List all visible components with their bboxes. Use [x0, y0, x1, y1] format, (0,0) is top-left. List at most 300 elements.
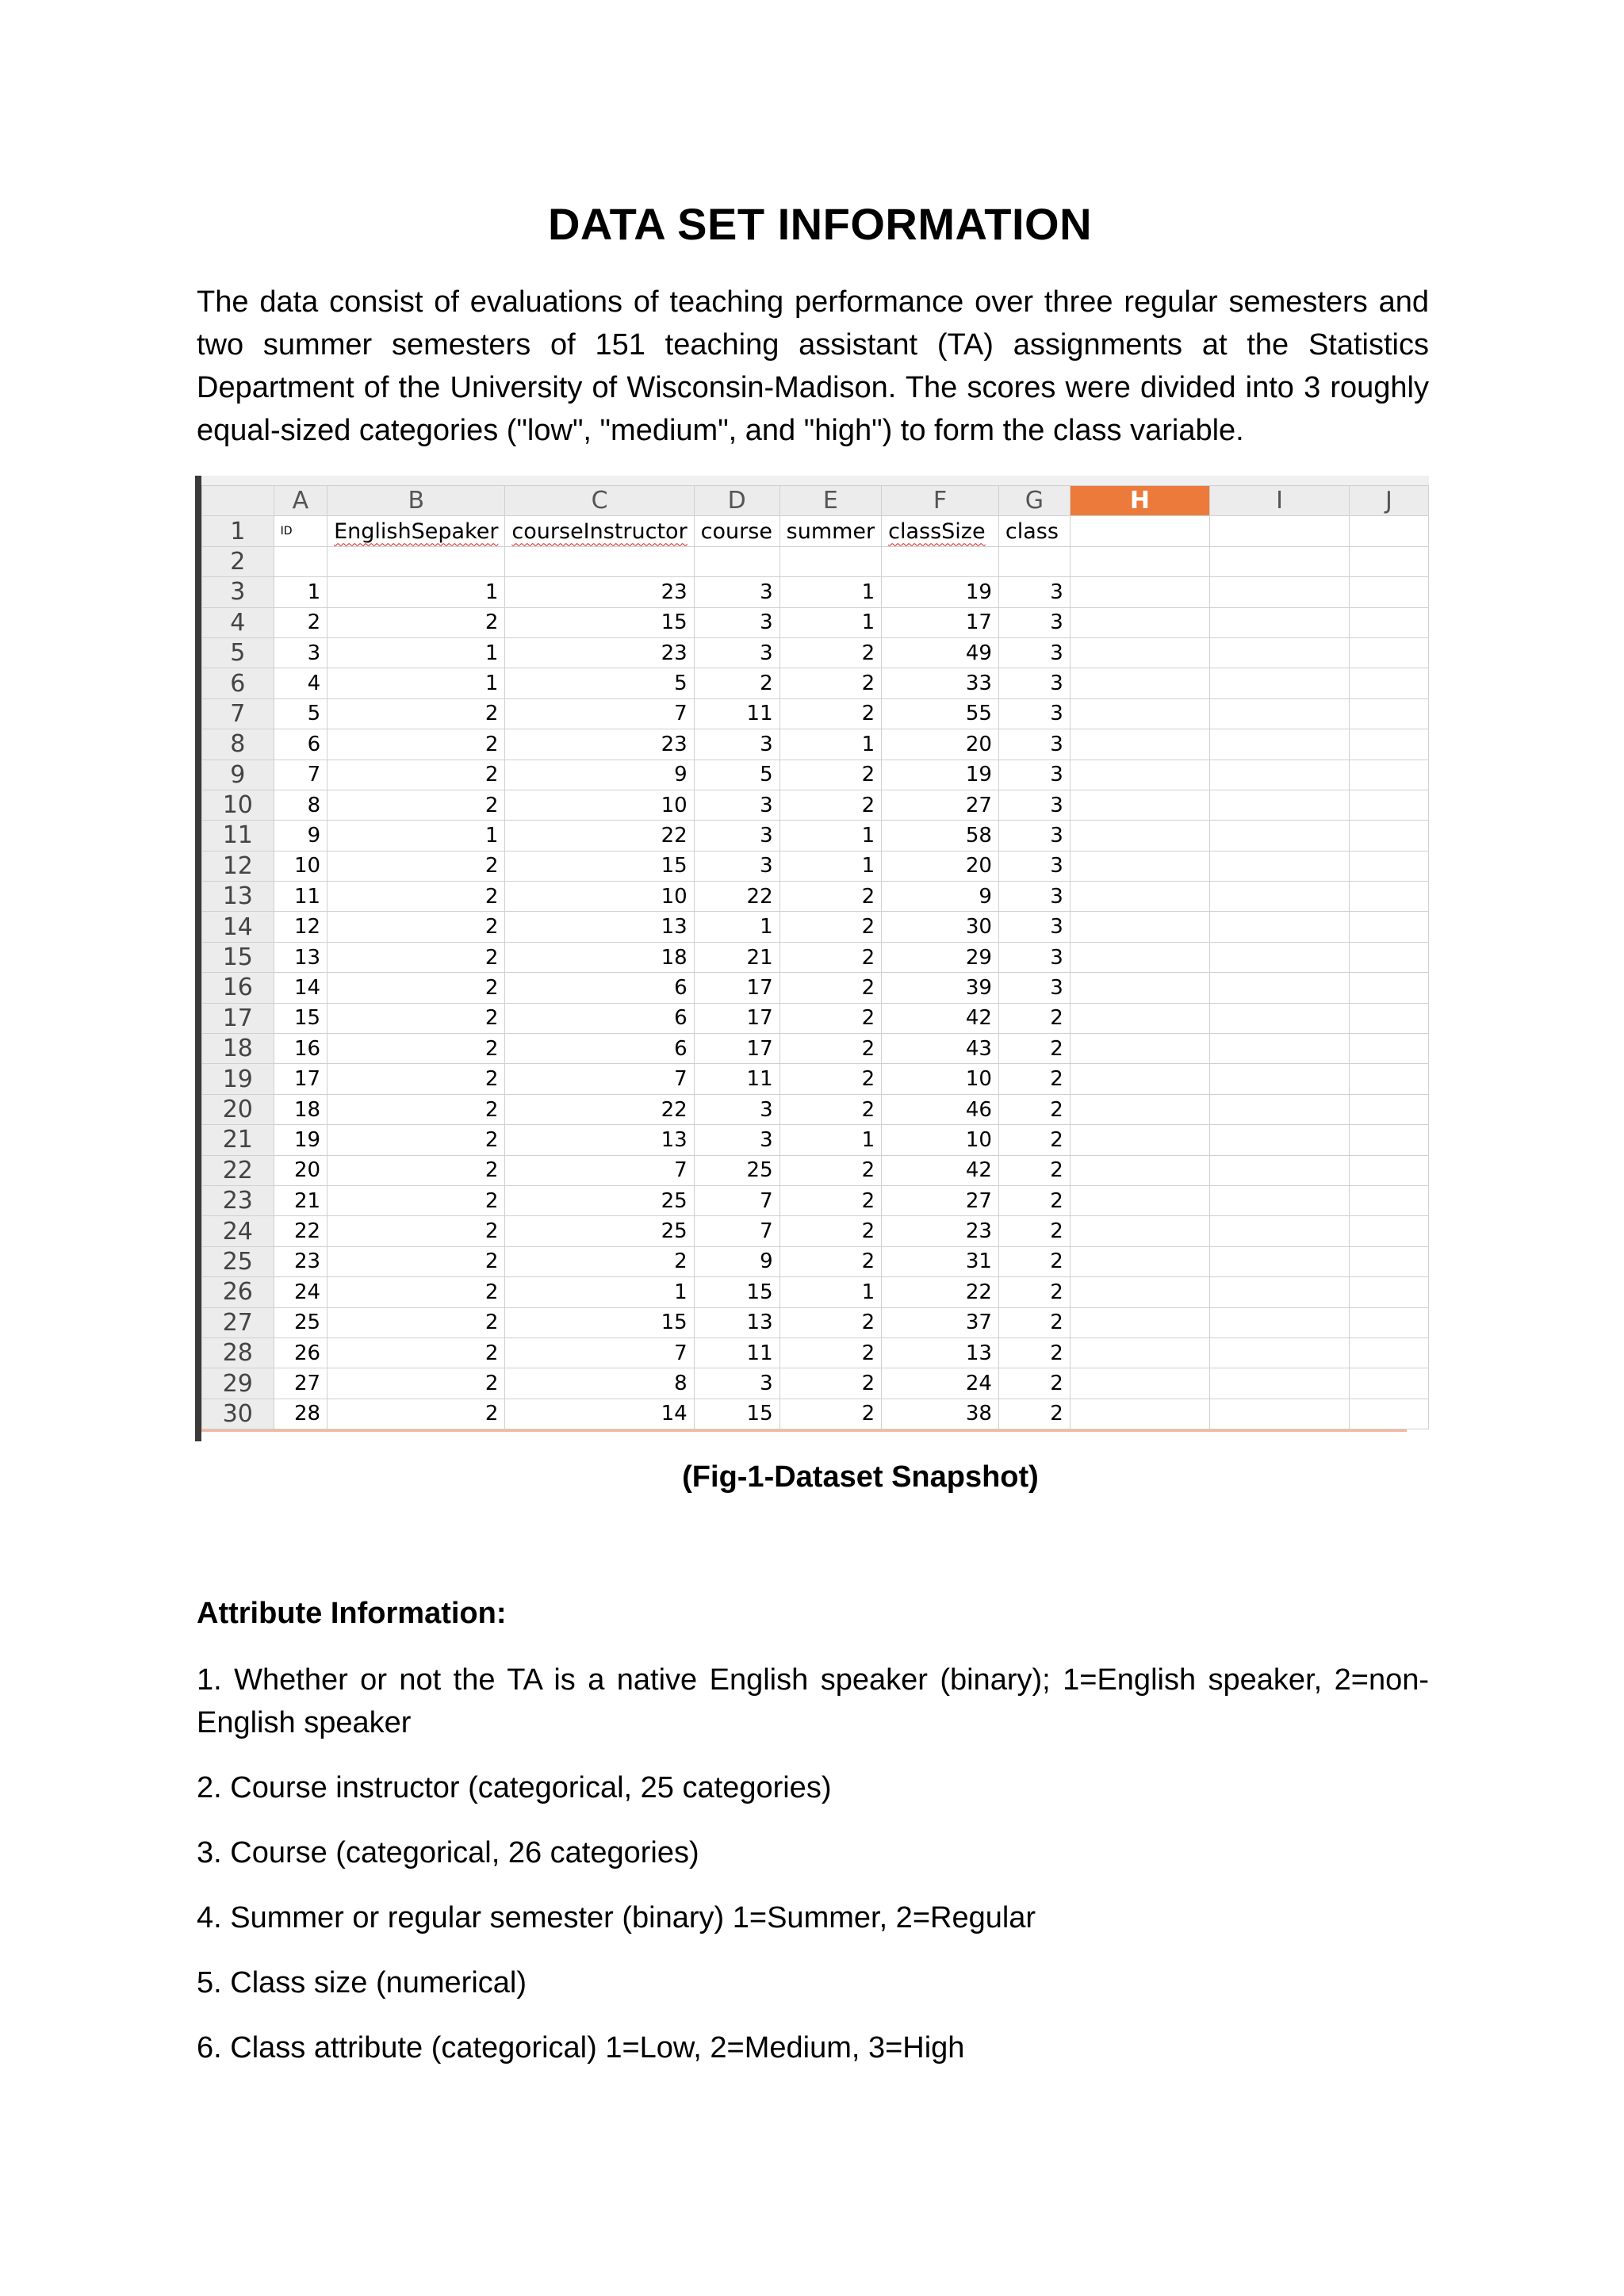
table-cell[interactable]: EnglishSepaker [327, 516, 505, 546]
table-cell[interactable] [1070, 668, 1209, 698]
table-cell[interactable]: 13 [882, 1337, 999, 1368]
table-cell[interactable] [1210, 821, 1350, 851]
table-cell[interactable] [1349, 1216, 1428, 1246]
table-cell[interactable]: 9 [694, 1246, 779, 1276]
table-cell[interactable]: 23 [505, 729, 694, 760]
table-cell[interactable]: 1 [779, 729, 882, 760]
table-cell[interactable]: 2 [998, 1064, 1070, 1094]
table-cell[interactable] [1349, 577, 1428, 607]
table-cell[interactable]: 11 [274, 882, 327, 912]
table-cell[interactable]: 17 [694, 1003, 779, 1033]
table-cell[interactable] [1210, 1337, 1350, 1368]
table-cell[interactable]: 1 [779, 607, 882, 637]
table-cell[interactable] [1070, 912, 1209, 942]
table-cell[interactable]: 20 [882, 729, 999, 760]
table-cell[interactable]: 2 [779, 1399, 882, 1429]
table-cell[interactable] [1349, 1003, 1428, 1033]
row-header[interactable]: 14 [202, 912, 274, 942]
table-cell[interactable] [694, 546, 779, 576]
table-cell[interactable] [1349, 790, 1428, 820]
table-cell[interactable] [1210, 790, 1350, 820]
table-cell[interactable]: 1 [779, 577, 882, 607]
table-cell[interactable] [1349, 942, 1428, 972]
table-cell[interactable]: class [998, 516, 1070, 546]
table-cell[interactable] [1349, 1399, 1428, 1429]
table-cell[interactable]: 1 [779, 851, 882, 881]
table-cell[interactable] [1210, 516, 1350, 546]
row-header[interactable]: 5 [202, 637, 274, 668]
table-cell[interactable]: 1 [274, 577, 327, 607]
table-cell[interactable]: 9 [882, 882, 999, 912]
table-cell[interactable]: 3 [998, 851, 1070, 881]
table-cell[interactable]: 7 [694, 1216, 779, 1246]
table-cell[interactable]: 2 [694, 668, 779, 698]
table-cell[interactable]: 42 [882, 1003, 999, 1033]
table-cell[interactable] [1070, 1399, 1209, 1429]
table-cell[interactable] [1070, 760, 1209, 790]
table-cell[interactable]: 21 [694, 942, 779, 972]
table-cell[interactable] [1210, 1155, 1350, 1185]
table-cell[interactable]: 23 [505, 577, 694, 607]
table-cell[interactable] [1070, 516, 1209, 546]
table-cell[interactable]: 2 [779, 637, 882, 668]
table-cell[interactable]: 2 [998, 1185, 1070, 1215]
row-header[interactable]: 30 [202, 1399, 274, 1429]
table-cell[interactable] [327, 546, 505, 576]
row-header[interactable]: 1 [202, 516, 274, 546]
table-cell[interactable] [1070, 577, 1209, 607]
table-cell[interactable]: 2 [998, 1094, 1070, 1124]
table-cell[interactable]: 3 [998, 698, 1070, 729]
row-header[interactable]: 25 [202, 1246, 274, 1276]
table-cell[interactable] [1070, 1368, 1209, 1399]
table-cell[interactable] [1349, 1064, 1428, 1094]
table-cell[interactable]: 2 [779, 882, 882, 912]
table-cell[interactable] [1070, 942, 1209, 972]
table-cell[interactable]: 2 [327, 1337, 505, 1368]
table-cell[interactable] [1070, 821, 1209, 851]
row-header[interactable]: 13 [202, 882, 274, 912]
table-cell[interactable]: 5 [505, 668, 694, 698]
table-cell[interactable]: 22 [694, 882, 779, 912]
table-cell[interactable]: 21 [274, 1185, 327, 1215]
table-cell[interactable] [1210, 1277, 1350, 1307]
table-cell[interactable]: 5 [274, 698, 327, 729]
table-cell[interactable]: 2 [327, 1277, 505, 1307]
table-cell[interactable]: 2 [327, 1399, 505, 1429]
table-cell[interactable]: 3 [998, 912, 1070, 942]
table-cell[interactable] [1070, 1125, 1209, 1155]
table-cell[interactable] [1210, 1185, 1350, 1215]
table-cell[interactable]: 2 [779, 1307, 882, 1337]
table-cell[interactable] [1349, 1368, 1428, 1399]
table-cell[interactable] [1210, 1246, 1350, 1276]
table-cell[interactable]: 5 [694, 760, 779, 790]
table-cell[interactable]: 18 [274, 1094, 327, 1124]
table-cell[interactable]: 7 [505, 1337, 694, 1368]
column-header-i[interactable]: I [1210, 486, 1350, 516]
table-cell[interactable]: 13 [505, 912, 694, 942]
table-cell[interactable] [1070, 546, 1209, 576]
table-cell[interactable] [1349, 851, 1428, 881]
table-cell[interactable]: 10 [882, 1125, 999, 1155]
table-cell[interactable] [1070, 729, 1209, 760]
row-header[interactable]: 28 [202, 1337, 274, 1368]
table-cell[interactable]: 6 [505, 973, 694, 1003]
table-cell[interactable] [1210, 973, 1350, 1003]
table-cell[interactable]: 3 [998, 973, 1070, 1003]
table-cell[interactable]: 4 [274, 668, 327, 698]
table-cell[interactable]: 3 [998, 668, 1070, 698]
table-cell[interactable]: 23 [274, 1246, 327, 1276]
table-cell[interactable]: 2 [327, 1246, 505, 1276]
table-cell[interactable]: 2 [779, 1094, 882, 1124]
table-cell[interactable]: 19 [274, 1125, 327, 1155]
table-cell[interactable]: 3 [998, 607, 1070, 637]
table-cell[interactable] [1210, 760, 1350, 790]
table-cell[interactable]: 11 [694, 1337, 779, 1368]
table-cell[interactable]: 25 [694, 1155, 779, 1185]
table-cell[interactable]: 2 [327, 729, 505, 760]
table-cell[interactable] [882, 546, 999, 576]
table-cell[interactable] [1070, 1216, 1209, 1246]
row-header[interactable]: 21 [202, 1125, 274, 1155]
table-cell[interactable]: 28 [274, 1399, 327, 1429]
table-cell[interactable]: 55 [882, 698, 999, 729]
table-cell[interactable]: 2 [327, 1155, 505, 1185]
table-cell[interactable] [1070, 790, 1209, 820]
table-cell[interactable] [1210, 882, 1350, 912]
table-cell[interactable]: 25 [505, 1185, 694, 1215]
table-cell[interactable]: 2 [274, 607, 327, 637]
row-header[interactable]: 18 [202, 1034, 274, 1064]
table-cell[interactable]: 2 [998, 1399, 1070, 1429]
table-cell[interactable]: 15 [505, 607, 694, 637]
table-cell[interactable]: 3 [694, 577, 779, 607]
table-cell[interactable]: 2 [779, 1246, 882, 1276]
row-header[interactable]: 8 [202, 729, 274, 760]
table-cell[interactable]: 27 [882, 790, 999, 820]
table-cell[interactable] [1210, 637, 1350, 668]
table-cell[interactable]: 10 [274, 851, 327, 881]
table-cell[interactable]: 37 [882, 1307, 999, 1337]
table-cell[interactable]: 38 [882, 1399, 999, 1429]
table-cell[interactable]: 10 [505, 882, 694, 912]
table-cell[interactable]: 2 [327, 1185, 505, 1215]
table-cell[interactable]: 3 [694, 1094, 779, 1124]
table-cell[interactable]: ID [274, 516, 327, 546]
table-cell[interactable]: 33 [882, 668, 999, 698]
table-cell[interactable] [1070, 851, 1209, 881]
table-cell[interactable]: 2 [779, 973, 882, 1003]
table-cell[interactable]: 6 [505, 1034, 694, 1064]
table-cell[interactable] [1349, 821, 1428, 851]
row-header[interactable]: 10 [202, 790, 274, 820]
table-cell[interactable] [1210, 1307, 1350, 1337]
row-header[interactable]: 6 [202, 668, 274, 698]
table-cell[interactable] [1210, 942, 1350, 972]
column-header-d[interactable]: D [694, 486, 779, 516]
table-cell[interactable]: 1 [327, 668, 505, 698]
table-cell[interactable]: 1 [694, 912, 779, 942]
column-header-c[interactable]: C [505, 486, 694, 516]
table-cell[interactable] [1070, 637, 1209, 668]
table-cell[interactable]: 1 [327, 577, 505, 607]
table-cell[interactable]: 14 [274, 973, 327, 1003]
table-cell[interactable]: course [694, 516, 779, 546]
table-cell[interactable] [1349, 912, 1428, 942]
table-cell[interactable] [1070, 1277, 1209, 1307]
table-cell[interactable]: 2 [327, 1034, 505, 1064]
table-cell[interactable]: 25 [505, 1216, 694, 1246]
table-cell[interactable]: 2 [327, 1125, 505, 1155]
table-cell[interactable]: 3 [694, 637, 779, 668]
table-cell[interactable]: 29 [882, 942, 999, 972]
row-header[interactable]: 19 [202, 1064, 274, 1094]
table-cell[interactable]: 2 [779, 1337, 882, 1368]
table-cell[interactable]: 2 [779, 942, 882, 972]
table-cell[interactable]: 2 [998, 1307, 1070, 1337]
table-cell[interactable]: 7 [505, 1064, 694, 1094]
table-cell[interactable]: 2 [779, 1185, 882, 1215]
table-cell[interactable]: 10 [505, 790, 694, 820]
table-cell[interactable] [1210, 912, 1350, 942]
table-cell[interactable] [1070, 973, 1209, 1003]
table-cell[interactable]: 3 [998, 942, 1070, 972]
table-cell[interactable] [1349, 882, 1428, 912]
table-cell[interactable]: 2 [779, 1155, 882, 1185]
table-cell[interactable]: 2 [327, 790, 505, 820]
table-cell[interactable]: 18 [505, 942, 694, 972]
table-cell[interactable]: 3 [274, 637, 327, 668]
table-cell[interactable]: 2 [327, 1216, 505, 1246]
table-cell[interactable]: 58 [882, 821, 999, 851]
table-cell[interactable]: 20 [882, 851, 999, 881]
table-cell[interactable]: 2 [327, 1368, 505, 1399]
select-all-corner[interactable] [202, 486, 274, 516]
table-cell[interactable]: 6 [505, 1003, 694, 1033]
table-cell[interactable]: 2 [327, 1307, 505, 1337]
table-cell[interactable] [1349, 698, 1428, 729]
row-header[interactable]: 16 [202, 973, 274, 1003]
table-cell[interactable]: 3 [694, 1125, 779, 1155]
row-header[interactable]: 7 [202, 698, 274, 729]
table-cell[interactable]: 2 [327, 851, 505, 881]
table-cell[interactable] [1210, 1216, 1350, 1246]
table-cell[interactable]: 3 [694, 729, 779, 760]
table-cell[interactable]: 7 [274, 760, 327, 790]
column-header-h[interactable]: H [1070, 486, 1209, 516]
table-cell[interactable]: 2 [327, 882, 505, 912]
table-cell[interactable]: 2 [327, 1003, 505, 1033]
table-cell[interactable]: 19 [882, 760, 999, 790]
table-cell[interactable]: 1 [779, 1277, 882, 1307]
table-cell[interactable] [1349, 1337, 1428, 1368]
table-cell[interactable] [1210, 698, 1350, 729]
table-cell[interactable]: 2 [779, 912, 882, 942]
table-cell[interactable]: 20 [274, 1155, 327, 1185]
table-cell[interactable]: 11 [694, 698, 779, 729]
table-cell[interactable]: 2 [779, 1368, 882, 1399]
table-cell[interactable]: 2 [998, 1337, 1070, 1368]
table-cell[interactable]: 3 [998, 821, 1070, 851]
table-cell[interactable] [1349, 607, 1428, 637]
table-cell[interactable] [274, 546, 327, 576]
table-cell[interactable] [1349, 1246, 1428, 1276]
table-cell[interactable] [1349, 1125, 1428, 1155]
table-cell[interactable]: 15 [694, 1399, 779, 1429]
table-cell[interactable] [998, 546, 1070, 576]
table-cell[interactable]: 7 [505, 698, 694, 729]
table-cell[interactable]: 3 [998, 760, 1070, 790]
table-cell[interactable]: 31 [882, 1246, 999, 1276]
table-cell[interactable] [1349, 1155, 1428, 1185]
table-cell[interactable]: 2 [998, 1216, 1070, 1246]
table-cell[interactable]: 17 [274, 1064, 327, 1094]
table-cell[interactable]: 17 [694, 973, 779, 1003]
table-cell[interactable]: 27 [274, 1368, 327, 1399]
table-cell[interactable]: 2 [327, 760, 505, 790]
table-cell[interactable] [1349, 1277, 1428, 1307]
table-cell[interactable]: 2 [779, 760, 882, 790]
row-header[interactable]: 15 [202, 942, 274, 972]
table-cell[interactable]: 26 [274, 1337, 327, 1368]
table-cell[interactable]: 3 [694, 1368, 779, 1399]
table-cell[interactable] [1210, 1003, 1350, 1033]
table-cell[interactable]: 2 [327, 942, 505, 972]
table-cell[interactable] [505, 546, 694, 576]
table-cell[interactable]: 39 [882, 973, 999, 1003]
table-cell[interactable]: 2 [327, 1094, 505, 1124]
row-header[interactable]: 2 [202, 546, 274, 576]
table-cell[interactable]: 2 [779, 698, 882, 729]
table-cell[interactable]: 6 [274, 729, 327, 760]
table-cell[interactable]: 15 [505, 1307, 694, 1337]
table-cell[interactable] [779, 546, 882, 576]
table-cell[interactable] [1070, 1185, 1209, 1215]
table-cell[interactable]: 23 [882, 1216, 999, 1246]
table-cell[interactable]: 9 [505, 760, 694, 790]
table-cell[interactable]: 3 [998, 577, 1070, 607]
table-cell[interactable]: 15 [274, 1003, 327, 1033]
row-header[interactable]: 22 [202, 1155, 274, 1185]
table-cell[interactable]: 2 [327, 912, 505, 942]
table-cell[interactable] [1210, 1399, 1350, 1429]
column-header-b[interactable]: B [327, 486, 505, 516]
table-cell[interactable] [1070, 1337, 1209, 1368]
table-cell[interactable]: 2 [998, 1034, 1070, 1064]
table-cell[interactable]: 2 [327, 1064, 505, 1094]
table-cell[interactable] [1349, 1094, 1428, 1124]
table-cell[interactable]: 43 [882, 1034, 999, 1064]
table-cell[interactable] [1349, 1034, 1428, 1064]
table-cell[interactable] [1349, 1185, 1428, 1215]
table-cell[interactable]: 2 [779, 1034, 882, 1064]
table-cell[interactable]: summer [779, 516, 882, 546]
table-cell[interactable]: 7 [505, 1155, 694, 1185]
table-cell[interactable]: 24 [274, 1277, 327, 1307]
table-cell[interactable] [1070, 1307, 1209, 1337]
table-cell[interactable]: 46 [882, 1094, 999, 1124]
table-cell[interactable]: 24 [882, 1368, 999, 1399]
table-cell[interactable]: 22 [274, 1216, 327, 1246]
row-header[interactable]: 17 [202, 1003, 274, 1033]
table-cell[interactable]: 13 [694, 1307, 779, 1337]
table-cell[interactable]: 8 [274, 790, 327, 820]
table-cell[interactable]: 2 [998, 1368, 1070, 1399]
table-cell[interactable]: 27 [882, 1185, 999, 1215]
table-cell[interactable] [1349, 760, 1428, 790]
table-cell[interactable]: 2 [998, 1246, 1070, 1276]
table-cell[interactable]: 3 [998, 637, 1070, 668]
table-cell[interactable]: 22 [505, 1094, 694, 1124]
table-cell[interactable]: 3 [694, 607, 779, 637]
table-cell[interactable] [1070, 1003, 1209, 1033]
table-cell[interactable]: 3 [694, 790, 779, 820]
table-cell[interactable]: 13 [274, 942, 327, 972]
table-cell[interactable]: 2 [327, 607, 505, 637]
row-header[interactable]: 12 [202, 851, 274, 881]
table-cell[interactable] [1070, 607, 1209, 637]
row-header[interactable]: 20 [202, 1094, 274, 1124]
row-header[interactable]: 3 [202, 577, 274, 607]
table-cell[interactable]: 17 [882, 607, 999, 637]
table-cell[interactable]: 14 [505, 1399, 694, 1429]
table-cell[interactable] [1349, 546, 1428, 576]
table-cell[interactable]: 15 [505, 851, 694, 881]
table-cell[interactable] [1210, 668, 1350, 698]
row-header[interactable]: 4 [202, 607, 274, 637]
table-cell[interactable]: 2 [505, 1246, 694, 1276]
table-cell[interactable]: 2 [779, 1064, 882, 1094]
table-cell[interactable]: 25 [274, 1307, 327, 1337]
table-cell[interactable]: 1 [327, 637, 505, 668]
table-cell[interactable] [1210, 607, 1350, 637]
table-cell[interactable]: 49 [882, 637, 999, 668]
table-cell[interactable]: 30 [882, 912, 999, 942]
table-cell[interactable]: 1 [505, 1277, 694, 1307]
table-cell[interactable]: 23 [505, 637, 694, 668]
table-cell[interactable]: 2 [998, 1125, 1070, 1155]
row-header[interactable]: 11 [202, 821, 274, 851]
table-cell[interactable] [1210, 1094, 1350, 1124]
table-cell[interactable]: 3 [694, 821, 779, 851]
column-header-a[interactable]: A [274, 486, 327, 516]
table-cell[interactable]: 1 [779, 821, 882, 851]
column-header-f[interactable]: F [882, 486, 999, 516]
table-cell[interactable]: 12 [274, 912, 327, 942]
table-cell[interactable] [1210, 577, 1350, 607]
table-cell[interactable]: 16 [274, 1034, 327, 1064]
table-cell[interactable] [1070, 1034, 1209, 1064]
table-cell[interactable] [1349, 729, 1428, 760]
table-cell[interactable] [1210, 1034, 1350, 1064]
table-cell[interactable]: 11 [694, 1064, 779, 1094]
table-cell[interactable] [1349, 1307, 1428, 1337]
column-header-g[interactable]: G [998, 486, 1070, 516]
table-cell[interactable]: 2 [327, 973, 505, 1003]
row-header[interactable]: 26 [202, 1277, 274, 1307]
table-cell[interactable] [1349, 668, 1428, 698]
table-cell[interactable]: 9 [274, 821, 327, 851]
table-cell[interactable]: 3 [998, 729, 1070, 760]
table-cell[interactable]: 2 [998, 1003, 1070, 1033]
table-cell[interactable]: 3 [998, 882, 1070, 912]
table-cell[interactable]: 13 [505, 1125, 694, 1155]
table-cell[interactable]: 22 [882, 1277, 999, 1307]
table-cell[interactable]: 17 [694, 1034, 779, 1064]
table-cell[interactable] [1210, 851, 1350, 881]
